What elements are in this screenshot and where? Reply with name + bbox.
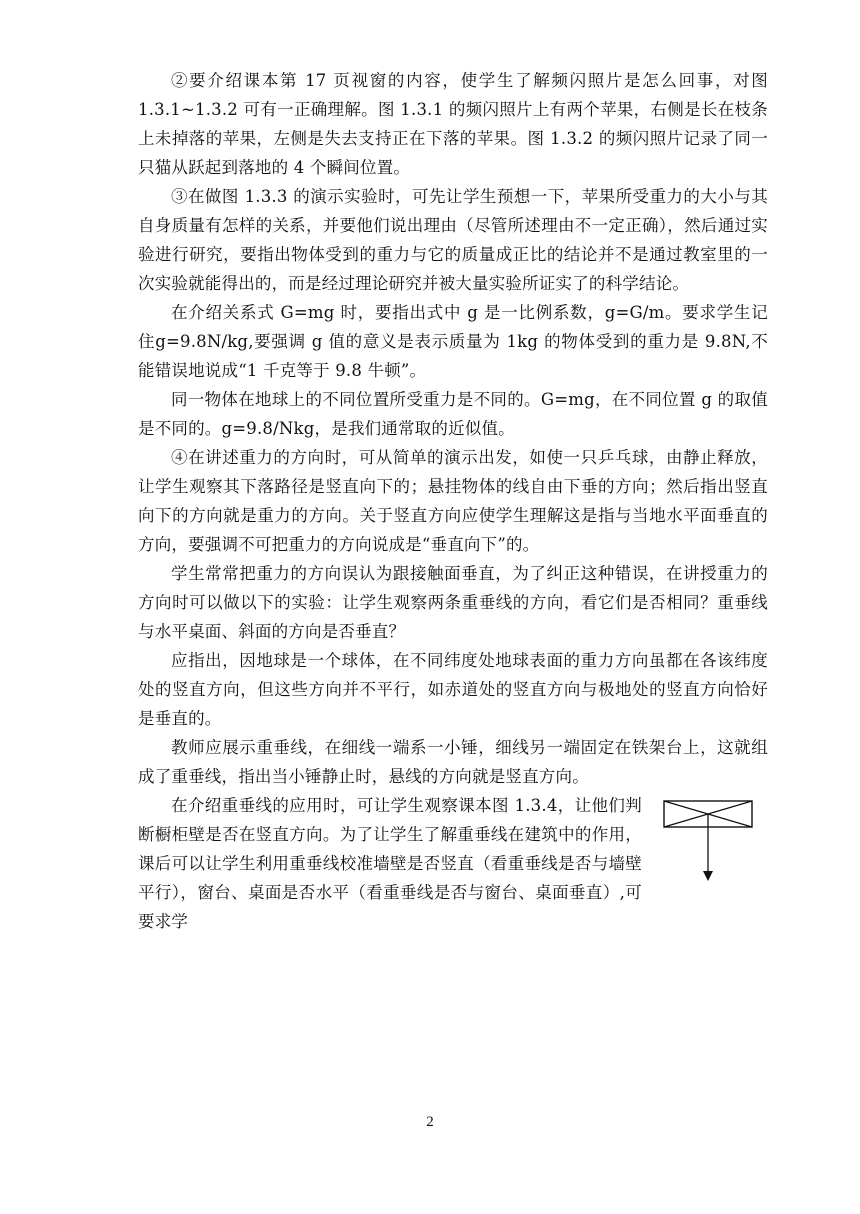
paragraph-9: 在介绍重垂线的应用时，可让学生观察课本图 1.3.4，让他们判断橱柜壁是否在竖直方向。为了让学生了解重垂线在建筑中的作用，课后可以让学生利用重垂线校准墙壁是否竖直（看重垂线是否与墙壁平行），窗台、桌面是否水平（看重垂线是否与窗台、桌面垂直）,可要求学 — [138, 796, 642, 931]
page-number: 2 — [426, 1114, 434, 1130]
paragraph-1: ②要介绍课本第 17 页视窗的内容，使学生了解频闪照片是怎么回事，对图 1.3.1~1.3.2 可有一正确理解。图 1.3.1 的频闪照片上有两个苹果，右侧是长在枝条上未掉落的苹果，左侧是失去支持正在下落的苹果。图 1.3.2 的频闪照片记录了同一只猫从跃起到落地的 4 个瞬间位置。 — [138, 71, 768, 177]
paragraph-9-wrap — [138, 791, 768, 936]
plumb-line-figure — [658, 799, 768, 889]
body-text — [138, 66, 768, 936]
paragraph-3: 在介绍关系式 G=mg 时，要指出式中 g 是一比例系数，g=G/m。要求学生记住g=9.8N/kg,要强调 g 值的意义是表示质量为 1kg 的物体受到的重力是 9.8N,不能错误地说成“1 千克等于 9.8 牛顿”。 — [138, 303, 768, 380]
paragraph-4: 同一物体在地球上的不同位置所受重力是不同的。G=mg，在不同位置 g 的取值是不同的。g=9.8/Nkg，是我们通常取的近似值。 — [138, 390, 768, 438]
paragraph-7: 应指出，因地球是一个球体，在不同纬度处地球表面的重力方向虽都在各该纬度处的竖直方向，但这些方向并不平行，如赤道处的竖直方向与极地处的竖直方向恰好是垂直的。 — [138, 651, 768, 728]
paragraph-2: ③在做图 1.3.3 的演示实验时，可先让学生预想一下，苹果所受重力的大小与其自身质量有怎样的关系，并要他们说出理由（尽管所述理由不一定正确），然后通过实验进行研究，要指出物体受到的重力与它的质量成正比的结论并不是通过教室里的一次实验就能得出的，而是经过理论研究并被大量实验所证实了的科学结论。 — [138, 187, 768, 293]
paragraph-8: 教师应展示重垂线，在细线一端系一小锤，细线另一端固定在铁架台上，这就组成了重垂线，指出当小锤静止时，悬线的方向就是竖直方向。 — [138, 738, 768, 786]
paragraph-5: ④在讲述重力的方向时，可从简单的演示出发，如使一只乒乓球，由静止释放，让学生观察其下落路径是竖直向下的；悬挂物体的线自由下垂的方向；然后指出竖直向下的方向就是重力的方向。关于竖直方向应使学生理解这是指与当地水平面垂直的方向，要强调不可把重力的方向说成是“垂直向下”的。 — [138, 448, 768, 554]
paragraph-6: 学生常常把重力的方向误认为跟接触面垂直，为了纠正这种错误，在讲授重力的方向时可以做以下的实验：让学生观察两条重垂线的方向，看它们是否相同？重垂线与水平桌面、斜面的方向是否垂直？ — [138, 564, 768, 641]
figure-arrow-head — [703, 871, 713, 881]
